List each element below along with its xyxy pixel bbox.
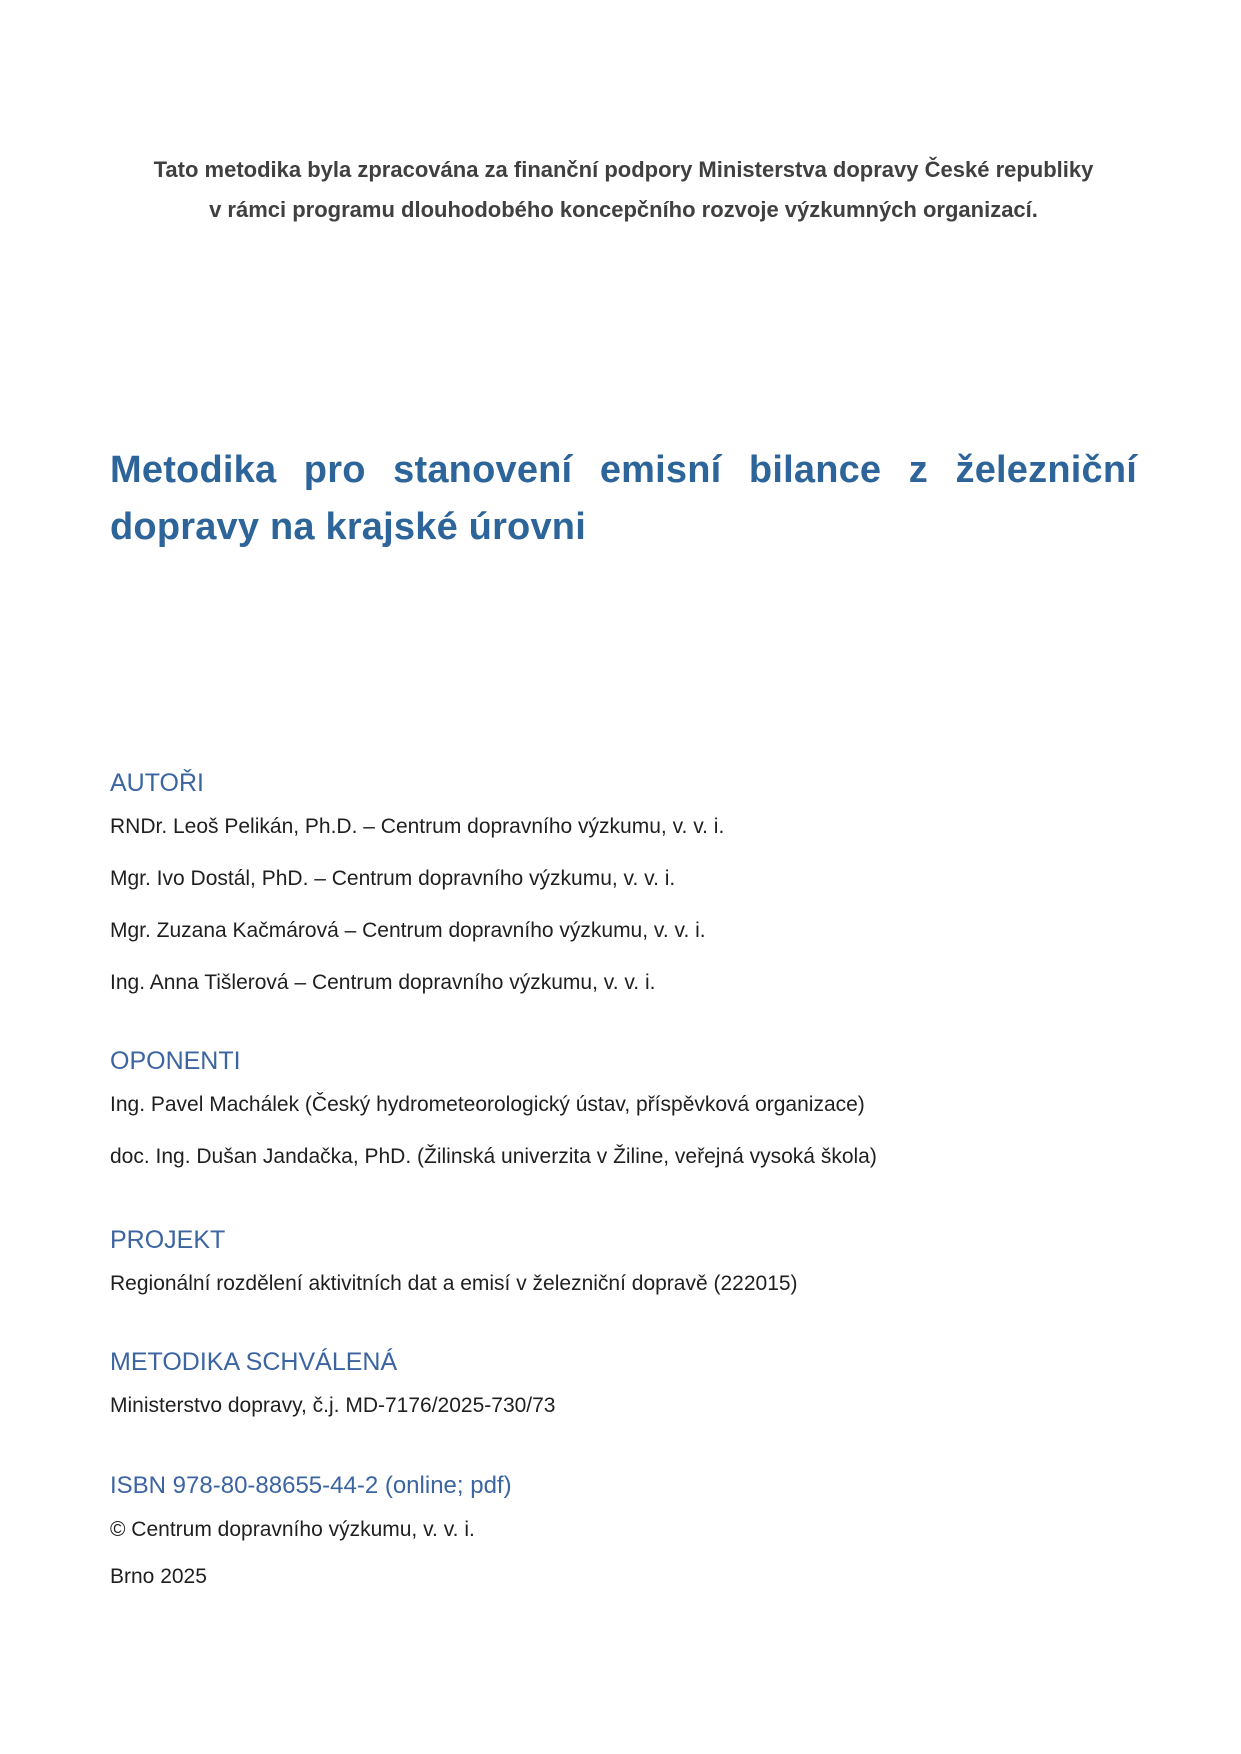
copyright-line: © Centrum dopravního výzkumu, v. v. i.: [110, 1518, 475, 1541]
funding-note-line-1: Tato metodika byla zpracována za finanční podpory Ministerstva dopravy České republiky: [153, 157, 1094, 182]
funding-note-line-2: v rámci programu dlouhodobého koncepčního rozvoje výzkumných organizací.: [209, 197, 1038, 222]
document-title: [110, 442, 1137, 556]
document-title-line-1: Metodika pro stanovení emisní bilance z železniční: [110, 449, 1137, 491]
reviewers-heading: OPONENTI: [110, 1047, 241, 1075]
section-authors: [110, 768, 1137, 996]
document-title-line-2: dopravy na krajské úrovni: [110, 506, 586, 548]
author-item: Ing. Anna Tišlerová – Centrum dopravního výzkumu, v. v. i.: [110, 971, 656, 994]
authors-heading: AUTOŘI: [110, 769, 204, 797]
author-item: Mgr. Ivo Dostál, PhD. – Centrum dopravního výzkumu, v. v. i.: [110, 867, 676, 890]
reviewer-item: doc. Ing. Dušan Jandačka, PhD. (Žilinská univerzita v Žiline, veřejná vysoká škola): [110, 1145, 877, 1168]
project-heading: PROJEKT: [110, 1226, 226, 1254]
section-reviewers: [110, 1046, 1137, 1170]
author-item: RNDr. Leoš Pelikán, Ph.D. – Centrum dopravního výzkumu, v. v. i.: [110, 815, 725, 838]
funding-note: [110, 150, 1137, 230]
project-text: Regionální rozdělení aktivitních dat a emisí v železniční dopravě (222015): [110, 1272, 798, 1295]
approval-heading: METODIKA SCHVÁLENÁ: [110, 1348, 398, 1376]
section-project: [110, 1225, 1137, 1297]
author-item: Mgr. Zuzana Kačmárová – Centrum dopravního výzkumu, v. v. i.: [110, 919, 706, 942]
place-year-line: Brno 2025: [110, 1565, 207, 1588]
authors-list: [110, 814, 1137, 996]
reviewers-list: [110, 1092, 1137, 1170]
isbn-line: ISBN 978-80-88655-44-2 (online; pdf): [110, 1472, 512, 1499]
page-content: [110, 0, 1137, 1590]
reviewer-item: Ing. Pavel Machálek (Český hydrometeorologický ústav, příspěvková organizace): [110, 1093, 865, 1116]
section-approval: [110, 1347, 1137, 1419]
approval-text: Ministerstvo dopravy, č.j. MD-7176/2025-730/73: [110, 1394, 556, 1417]
